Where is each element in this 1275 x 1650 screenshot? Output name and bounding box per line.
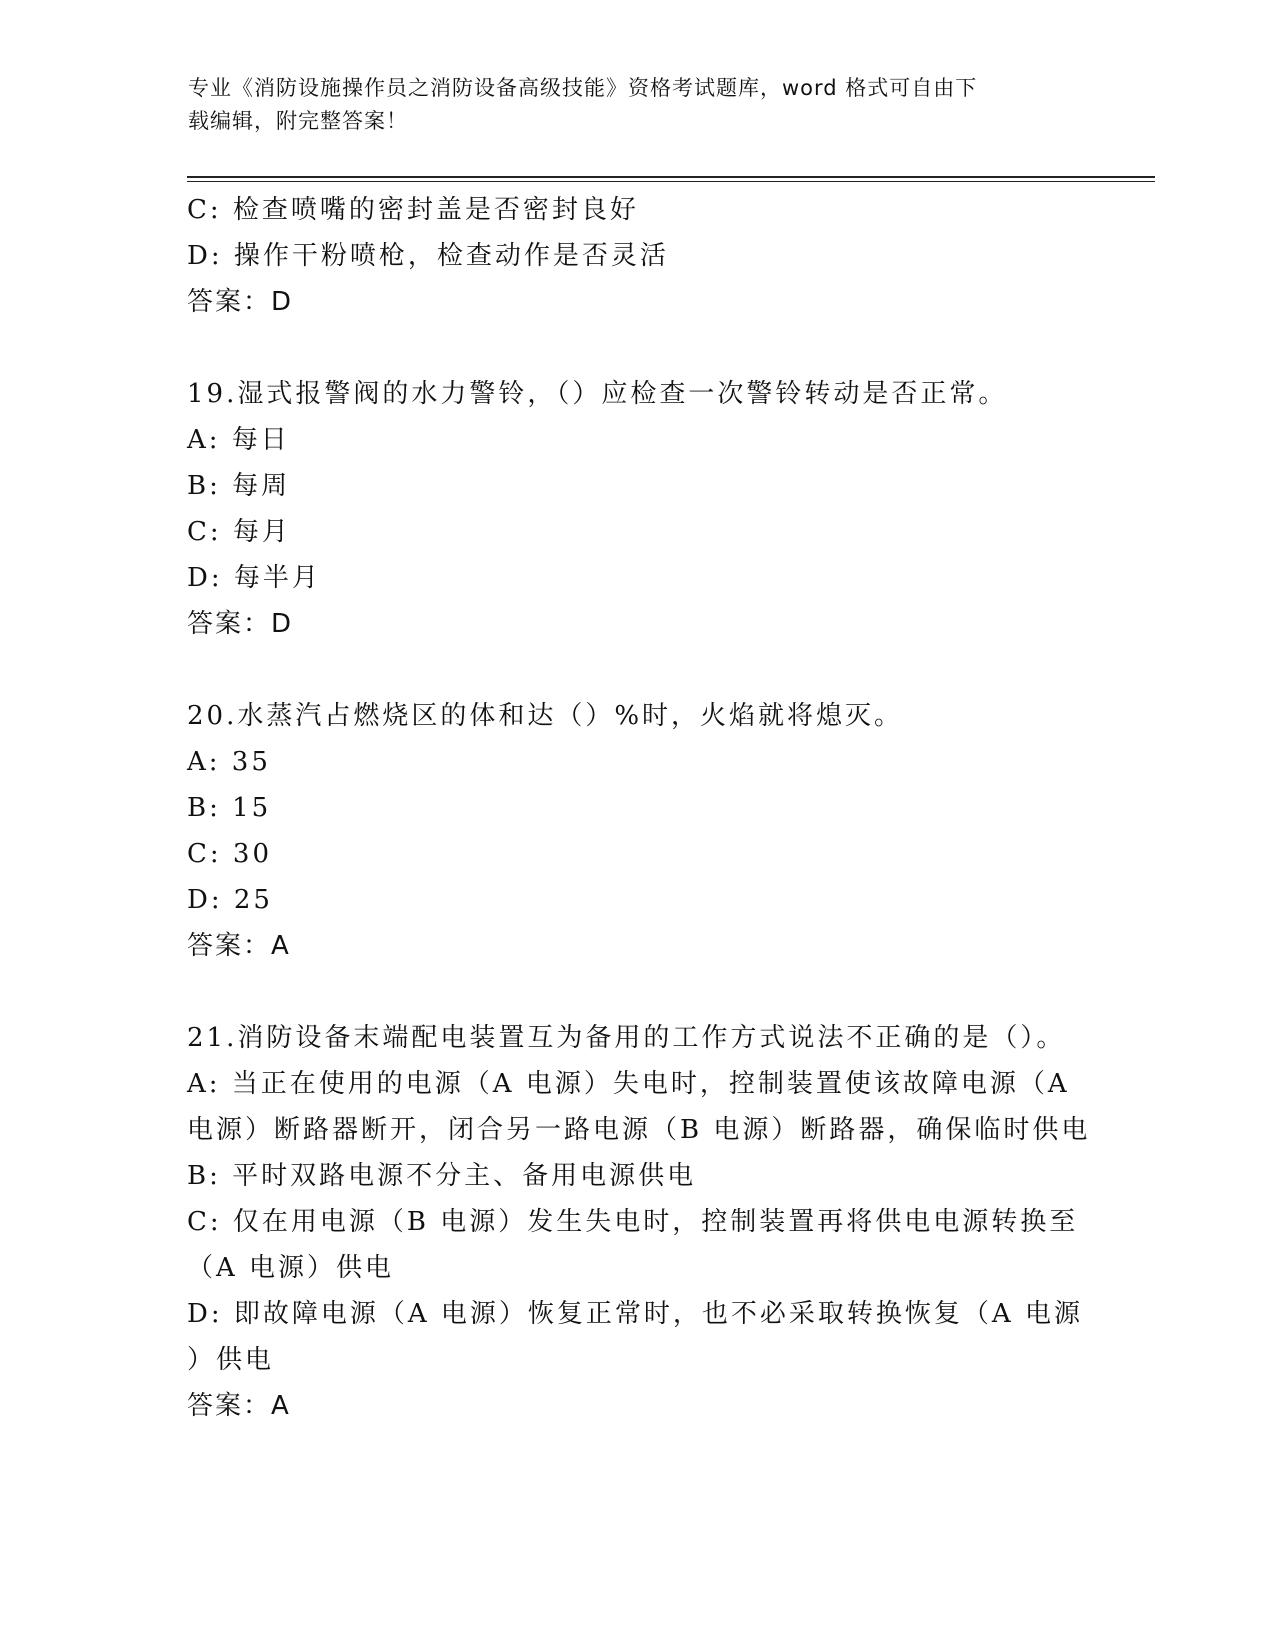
- question-stem: 21.消防设备末端配电装置互为备用的工作方式说法不正确的是（）。: [187, 1023, 1066, 1053]
- option-d-line-1: D: 即故障电源（A 电源）恢复正常时，也不必采取转换恢复（A 电源: [187, 1299, 1083, 1329]
- document-header: [188, 72, 1068, 138]
- question-block-prev: [187, 187, 1087, 325]
- option-d-line-2: ）供电: [187, 1345, 275, 1375]
- question-block-19: [187, 371, 1087, 647]
- option-a: A: 每日: [187, 425, 290, 455]
- question-block-20: [187, 693, 1087, 969]
- header-rule-thick: [187, 176, 1155, 178]
- option-b: B: 平时双路电源不分主、备用电源供电: [187, 1161, 697, 1191]
- option-a-line-1: A: 当正在使用的电源（A 电源）失电时，控制装置使该故障电源（A: [187, 1069, 1070, 1099]
- option-a-line-2: 电源）断路器断开，闭合另一路电源（B 电源）断路器，确保临时供电: [187, 1115, 1091, 1145]
- option-c: C: 检查喷嘴的密封盖是否密封良好: [187, 195, 639, 225]
- spacer: [187, 325, 1087, 371]
- answer-line: 答案：D: [187, 287, 294, 317]
- option-d: D: 每半月: [187, 563, 321, 593]
- option-b: B: 每周: [187, 471, 291, 501]
- question-stem: 20.水蒸汽占燃烧区的体和达（）%时，火焰就将熄灭。: [187, 701, 904, 731]
- header-line-1: 专业《消防设施操作员之消防设备高级技能》资格考试题库，word 格式可自由下: [188, 76, 978, 100]
- header-line-2: 载编辑，附完整答案！: [188, 109, 408, 133]
- question-block-21: [187, 1015, 1091, 1429]
- option-c-line-1: C: 仅在用电源（B 电源）发生失电时，控制装置再将供电电源转换至: [187, 1207, 1079, 1237]
- option-c: C: 30: [187, 839, 273, 869]
- header-rule-thin: [187, 181, 1155, 182]
- option-d: D: 25: [187, 885, 273, 915]
- spacer: [187, 969, 1087, 1015]
- question-stem: 19.湿式报警阀的水力警铃，（）应检查一次警铃转动是否正常。: [187, 379, 1008, 409]
- option-b: B: 15: [187, 793, 272, 823]
- answer-line: 答案：A: [187, 1391, 291, 1421]
- option-d: D: 操作干粉喷枪，检查动作是否灵活: [187, 241, 669, 271]
- option-a: A: 35: [187, 747, 271, 777]
- spacer: [187, 647, 1087, 693]
- answer-line: 答案：A: [187, 931, 291, 961]
- answer-line: 答案：D: [187, 609, 294, 639]
- option-c-line-2: （A 电源）供电: [187, 1253, 395, 1283]
- option-c: C: 每月: [187, 517, 291, 547]
- question-list: [187, 187, 1091, 1429]
